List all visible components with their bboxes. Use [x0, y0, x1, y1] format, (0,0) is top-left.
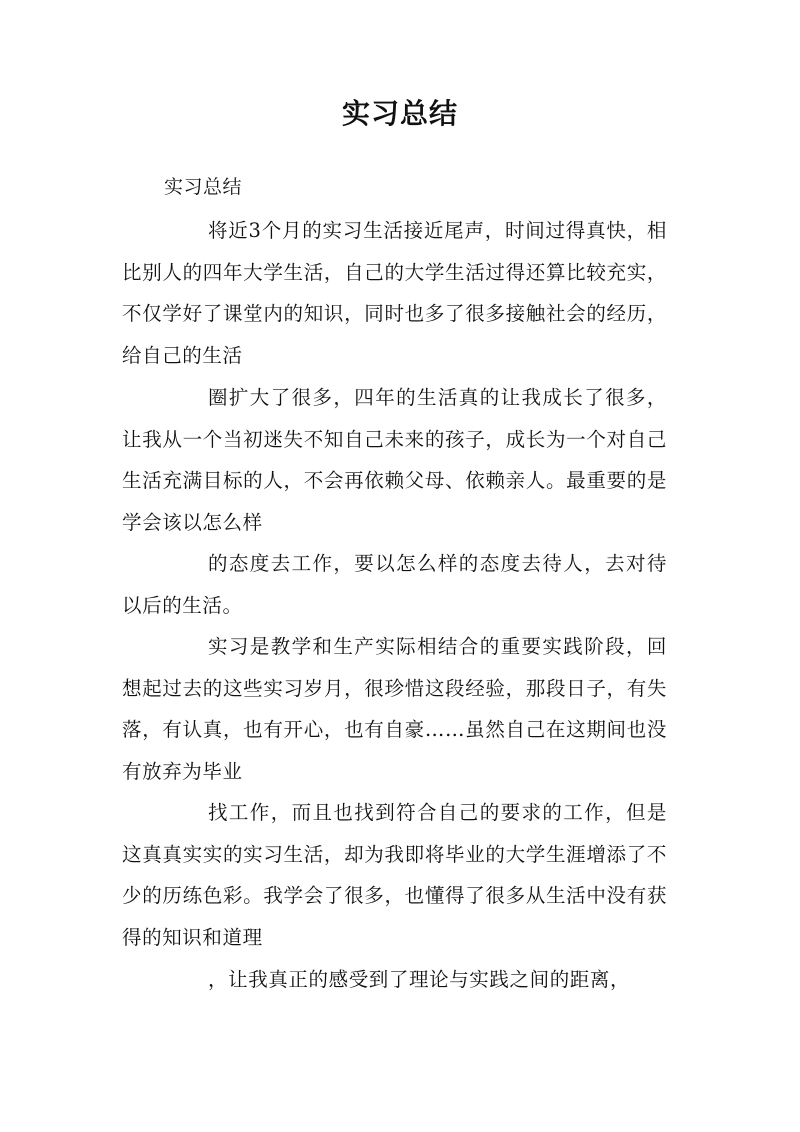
paragraph-4: 实习是教学和生产实际相结合的重要实践阶段，回想起过去的这些实习岁月，很珍惜这段经验，那段日子，有失落，有认真，也有开心，也有自豪……虽然自己在这期间也没有放弃为毕业 [122, 635, 667, 783]
document-subtitle: 实习总结 [164, 176, 243, 198]
paragraph-6: ，让我真正的感受到了理论与实践之间的距离， [208, 968, 631, 991]
paragraph-1: 将近3个月的实习生活接近尾声，时间过得真快，相比别人的四年大学生活，自己的大学生活过得还算比较充实，不仅学好了课堂内的知识，同时也多了很多接触社会的经历，给自己的生活 [122, 219, 667, 367]
paragraph-5: 找工作，而且也找到符合自己的要求的工作，但是这真真实实的实习生活，却为我即将毕业的大学生涯增添了不少的历练色彩。我学会了很多，也懂得了很多从生活中没有获得的知识和道理 [122, 801, 667, 949]
paragraph-3: 的态度去工作，要以怎么样的态度去待人，去对待以后的生活。 [122, 552, 667, 617]
document-title: 实习总结 [341, 97, 458, 130]
paragraph-2: 圈扩大了很多，四年的生活真的让我成长了很多，让我从一个当初迷失不知自己未来的孩子，成长为一个对自己生活充满目标的人，不会再依赖父母、依赖亲人。最重要的是学会该以怎么样 [122, 386, 667, 534]
